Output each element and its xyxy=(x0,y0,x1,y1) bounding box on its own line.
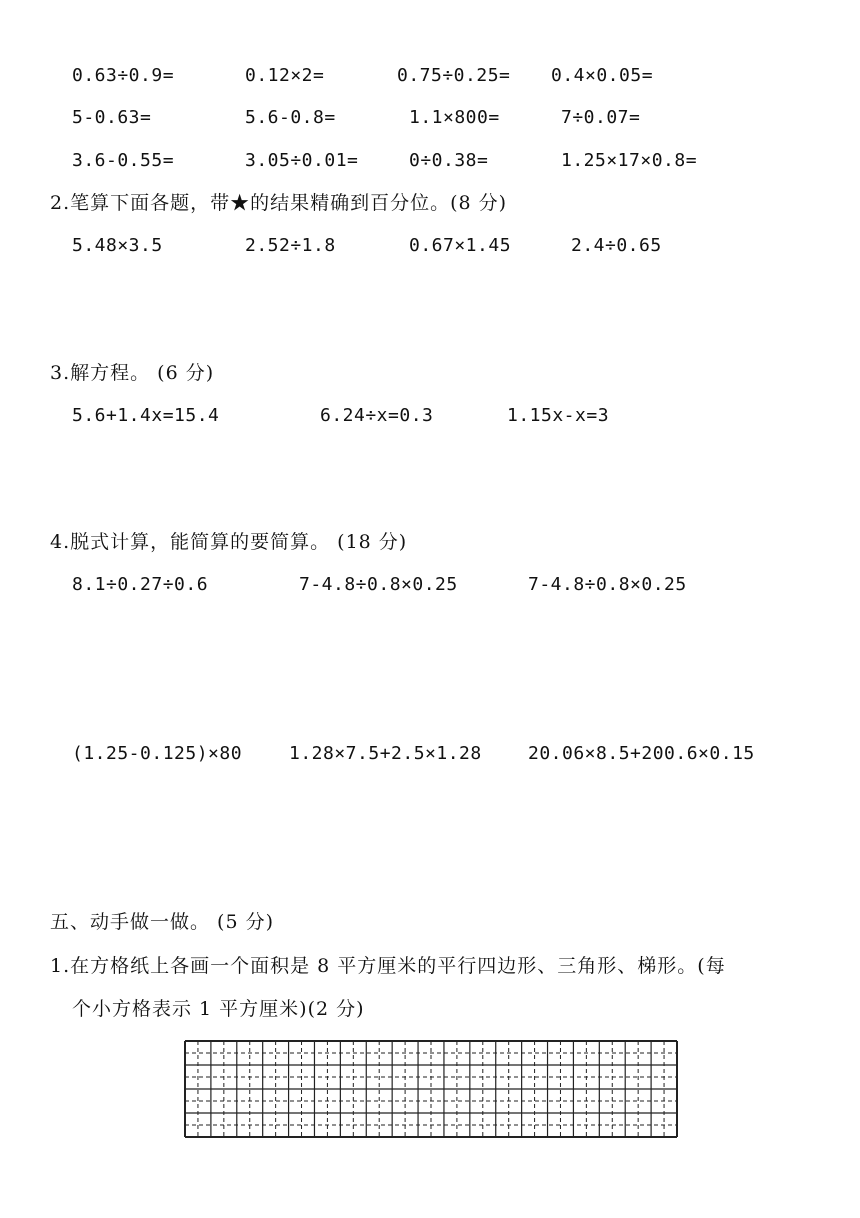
q2-item-1: 5.48×3.5 xyxy=(72,235,163,256)
q1-r2-c3: 1.1×800= xyxy=(409,107,500,128)
q4-r1-item-1: 8.1÷0.27÷0.6 xyxy=(72,574,209,595)
q1-r2-c4: 7÷0.07= xyxy=(561,107,641,128)
q1-r3-c2: 3.05÷0.01= xyxy=(245,150,359,171)
q1-r2-c2: 5.6-0.8= xyxy=(245,107,336,128)
q4-r2-item-2: 1.28×7.5+2.5×1.28 xyxy=(289,743,482,764)
q4-r2-item-1: (1.25-0.125)×80 xyxy=(72,743,243,764)
q3-heading: 3.解方程。 (6 分) xyxy=(50,362,215,384)
q1-r3-c1: 3.6-0.55= xyxy=(72,150,175,171)
s5-q1-line1: 1.在方格纸上各画一个面积是 8 平方厘米的平行四边形、三角形、梯形。(每 xyxy=(50,955,726,977)
q1-r1-c3: 0.75÷0.25= xyxy=(397,65,511,86)
q4-heading: 4.脱式计算，能简算的要简算。 (18 分) xyxy=(50,531,408,553)
q4-r1-item-3: 7-4.8÷0.8×0.25 xyxy=(528,574,687,595)
section5-heading: 五、动手做一做。 (5 分) xyxy=(50,911,274,933)
q2-heading: 2.笔算下面各题，带★的结果精确到百分位。(8 分) xyxy=(50,192,508,214)
q2-item-2: 2.52÷1.8 xyxy=(245,235,336,256)
q1-r2-c1: 5-0.63= xyxy=(72,107,152,128)
q3-item-2: 6.24÷x=0.3 xyxy=(320,405,434,426)
q2-item-4: 2.4÷0.65 xyxy=(571,235,662,256)
q1-r1-c2: 0.12×2= xyxy=(245,65,325,86)
q2-item-3: 0.67×1.45 xyxy=(409,235,512,256)
s5-q1-line2: 个小方格表示 1 平方厘米)(2 分) xyxy=(72,998,365,1020)
q1-r1-c4: 0.4×0.05= xyxy=(551,65,654,86)
q4-r2-item-3: 20.06×8.5+200.6×0.15 xyxy=(528,743,755,764)
q3-item-1: 5.6+1.4x=15.4 xyxy=(72,405,220,426)
q1-r3-c3: 0÷0.38= xyxy=(409,150,489,171)
q1-r3-c4: 1.25×17×0.8= xyxy=(561,150,698,171)
q3-item-3: 1.15x-x=3 xyxy=(507,405,610,426)
q4-r1-item-2: 7-4.8÷0.8×0.25 xyxy=(299,574,458,595)
q1-r1-c1: 0.63÷0.9= xyxy=(72,65,175,86)
square-grid-paper xyxy=(184,1040,678,1138)
